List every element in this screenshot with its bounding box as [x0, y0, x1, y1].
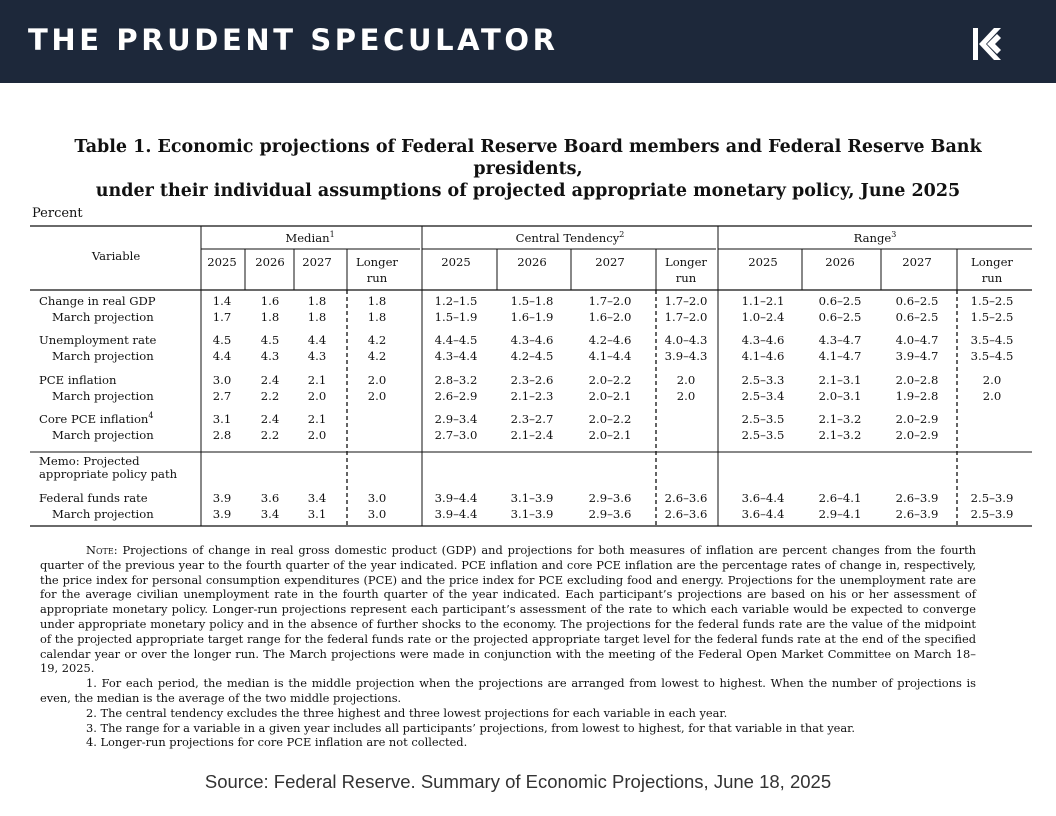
table-cell: 4.2	[367, 333, 387, 347]
longer-run-header: run	[675, 271, 697, 285]
row-label: PCE inflation	[39, 373, 117, 387]
table-cell: 2.0–2.9	[895, 428, 939, 442]
table-cell: 2.5–3.5	[741, 428, 785, 442]
table-cell: 2.8	[212, 428, 232, 442]
memo-label: Memo: Projected	[39, 454, 140, 468]
table-cell: 2.6–4.1	[818, 491, 862, 505]
table-cell: 2.9–3.4	[434, 412, 478, 426]
table-cell: 2.0–2.2	[588, 412, 632, 426]
year-header: 2026	[255, 255, 285, 269]
table-cell: 2.0–2.9	[895, 412, 939, 426]
table-cell: 2.0	[367, 389, 387, 403]
table-cell: 2.5–3.4	[741, 389, 785, 403]
table-cell: 1.7–2.0	[664, 294, 708, 308]
table-cell: 2.2	[260, 428, 280, 442]
row-label: Federal funds rate	[39, 491, 148, 505]
table-cell: 3.5–4.5	[970, 333, 1014, 347]
table-cell: 1.8	[367, 294, 387, 308]
table-cell: 1.7	[212, 310, 232, 324]
footnote-2: 2. The central tendency excludes the three highest and three lowest projections for each variable in each year.	[86, 705, 728, 720]
table-cell: 2.0–2.1	[588, 428, 632, 442]
table-cell: 2.2	[260, 389, 280, 403]
k-chevron-logo-icon	[970, 26, 1004, 62]
table-cell: 2.6–3.9	[895, 507, 939, 521]
table-cell: 1.6	[260, 294, 280, 308]
table-cell: 1.8	[260, 310, 280, 324]
table-cell: 3.4	[307, 491, 327, 505]
table-cell: 1.5–2.5	[970, 294, 1014, 308]
table-cell: 2.3–2.6	[510, 373, 554, 387]
note-text: Projections of change in real gross domestic product (GDP) and projections for both measures of inflation are percent changes from the fourth quarter of the previous year to the fourth quarter of the year indicated. PCE inflation and core PCE inflation are the percentage rates of change in, respectively, the price index for personal consumption expenditures (PCE) and the price index for PCE excluding food and energy. Projections for the unemployment rate are for the average civilian unemployment rate in the fourth quarter of the year indicated. Each participant’s projections are based on his or her assessment of appropriate monetary policy. Longer-run projections represent each participant’s assessment of the rate to which each variable would be expected to converge under appropriate monetary policy and in the absence of further shocks to the economy. The projections for the federal funds rate are the value of the midpoint of the projected appropriate target range for the federal funds rate or the projected appropriate target level for the federal funds rate at the end of the specified calendar year or over the longer run. The March projections were made in conjunction with the meeting of the Federal Open Market Committee on March 18–19, 2025.	[40, 543, 976, 676]
group-header-1: Median$^1$	[285, 230, 335, 245]
row-label: March projection	[52, 310, 154, 324]
year-header: 2025	[748, 255, 778, 269]
row-label: March projection	[52, 389, 154, 403]
table-cell: 3.9–4.3	[664, 349, 708, 363]
table-cell: 1.5–2.5	[970, 310, 1014, 324]
table-cell: 4.1–4.6	[741, 349, 785, 363]
year-header: 2027	[302, 255, 332, 269]
table-cell: 1.4	[212, 294, 232, 308]
table-cell: 3.0	[367, 507, 387, 521]
table-cell: 1.0–2.4	[741, 310, 785, 324]
table-cell: 1.6–1.9	[510, 310, 554, 324]
table-cell: 2.0	[982, 389, 1002, 403]
table-cell: 4.0–4.7	[895, 333, 939, 347]
table-cell: 2.9–3.6	[588, 491, 632, 505]
table-cell: 3.0	[212, 373, 232, 387]
table-cell: 1.2–1.5	[434, 294, 478, 308]
table-cell: 3.9	[212, 491, 232, 505]
table-cell: 2.7	[212, 389, 232, 403]
table-cell: 2.0	[982, 373, 1002, 387]
longer-run-header: run	[981, 271, 1003, 285]
table-cell: 3.1–3.9	[510, 507, 554, 521]
table-cell: 1.8	[367, 310, 387, 324]
table-cell: 4.5	[260, 333, 280, 347]
table-cell: 2.0–3.1	[818, 389, 862, 403]
table-cell: 2.7–3.0	[434, 428, 478, 442]
table-cell: 2.0–2.1	[588, 389, 632, 403]
table-cell: 2.8–3.2	[434, 373, 478, 387]
table-cell: 2.9–3.6	[588, 507, 632, 521]
table-cell: 4.2–4.6	[588, 333, 632, 347]
table-cell: 3.1	[212, 412, 232, 426]
year-header: 2025	[207, 255, 237, 269]
table-cell: 1.8	[307, 310, 327, 324]
table-cell: 4.3–4.7	[818, 333, 862, 347]
projections-table	[30, 225, 1032, 527]
table-cell: 2.0	[676, 389, 696, 403]
table-cell: 3.1	[307, 507, 327, 521]
table-cell: 2.1–2.3	[510, 389, 554, 403]
table-cell: 4.0–4.3	[664, 333, 708, 347]
table-cell: 2.0	[676, 373, 696, 387]
table-cell: 1.1–2.1	[741, 294, 785, 308]
table-cell: 1.5–1.9	[434, 310, 478, 324]
row-label: Change in real GDP	[39, 294, 156, 308]
brand-title: THE PRUDENT SPECULATOR	[28, 23, 559, 57]
note-paragraph	[40, 543, 976, 676]
table-cell: 2.0	[367, 373, 387, 387]
footnote-4: 4. Longer-run projections for core PCE inflation are not collected.	[86, 735, 468, 750]
table-cell: 2.1	[307, 373, 327, 387]
table-cell: 2.6–2.9	[434, 389, 478, 403]
footnote-3: 3. The range for a variable in a given year includes all participants’ projections, from lowest to highest, for that variable in that year.	[86, 720, 855, 735]
table-cell: 0.6–2.5	[895, 294, 939, 308]
table-cell: 4.2–4.5	[510, 349, 554, 363]
table-cell: 2.6–3.6	[664, 491, 708, 505]
header-bar	[0, 0, 1056, 83]
row-label: March projection	[52, 349, 154, 363]
table-cell: 2.0–2.2	[588, 373, 632, 387]
table-cell: 3.9–4.4	[434, 491, 478, 505]
table-cell: 2.1–3.1	[818, 373, 862, 387]
table-cell: 3.9	[212, 507, 232, 521]
table-cell: 0.6–2.5	[895, 310, 939, 324]
note-block	[40, 543, 976, 750]
year-header: 2026	[517, 255, 547, 269]
table-cell: 2.6–3.6	[664, 507, 708, 521]
table-cell: 3.6–4.4	[741, 507, 785, 521]
table-cell: 2.5–3.9	[970, 507, 1014, 521]
table-cell: 1.9–2.8	[895, 389, 939, 403]
table-cell: 4.3–4.6	[741, 333, 785, 347]
year-header: 2025	[441, 255, 471, 269]
year-header: 2026	[825, 255, 855, 269]
table-cell: 1.5–1.8	[510, 294, 554, 308]
table-cell: 2.3–2.7	[510, 412, 554, 426]
table-cell: 0.6–2.5	[818, 310, 862, 324]
table-cell: 0.6–2.5	[818, 294, 862, 308]
table-cell: 4.2	[367, 349, 387, 363]
table-cell: 2.0	[307, 428, 327, 442]
table-cell: 4.3–4.4	[434, 349, 478, 363]
table-cell: 4.3–4.6	[510, 333, 554, 347]
table-cell: 4.4	[307, 333, 327, 347]
row-label: March projection	[52, 428, 154, 442]
table-cell: 2.5–3.9	[970, 491, 1014, 505]
row-label: Core PCE inflation$^4$	[39, 411, 154, 426]
note-label: Note:	[86, 543, 118, 557]
row-label: Unemployment rate	[39, 333, 157, 347]
table-cell: 3.5–4.5	[970, 349, 1014, 363]
memo-label: appropriate policy path	[39, 467, 178, 481]
table-cell: 4.3	[307, 349, 327, 363]
table-cell: 2.5–3.3	[741, 373, 785, 387]
variable-header: Variable	[91, 249, 141, 263]
longer-run-header: Longer	[665, 255, 707, 269]
row-label: March projection	[52, 507, 154, 521]
table-cell: 2.4	[260, 412, 280, 426]
table-title-line2: under their individual assumptions of projected appropriate monetary policy, June 2025	[95, 181, 961, 201]
table-cell: 3.9–4.7	[895, 349, 939, 363]
table-cell: 4.1–4.7	[818, 349, 862, 363]
footnote-1: 1. For each period, the median is the middle projection when the projections are arranged from lowest to highest. When the number of projections is even, the median is the average of the two middle projections.	[40, 676, 976, 705]
longer-run-header: Longer	[356, 255, 398, 269]
longer-run-header: run	[366, 271, 388, 285]
source-caption: Source: Federal Reserve. Summary of Economic Projections, June 18, 2025	[204, 771, 832, 792]
table-cell: 2.1–3.2	[818, 428, 862, 442]
table-cell: 4.3	[260, 349, 280, 363]
table-cell: 4.4–4.5	[434, 333, 478, 347]
table-cell: 1.6–2.0	[588, 310, 632, 324]
table-cell: 3.6	[260, 491, 280, 505]
unit-label: Percent	[32, 206, 83, 221]
table-cell: 3.4	[260, 507, 280, 521]
table-cell: 1.7–2.0	[664, 310, 708, 324]
group-header-3: Range$^3$	[853, 230, 897, 245]
table-cell: 3.6–4.4	[741, 491, 785, 505]
table-cell: 1.8	[307, 294, 327, 308]
table-cell: 2.1–2.4	[510, 428, 554, 442]
table-cell: 2.5–3.5	[741, 412, 785, 426]
table-cell: 2.1–3.2	[818, 412, 862, 426]
table-cell: 4.5	[212, 333, 232, 347]
table-cell: 1.7–2.0	[588, 294, 632, 308]
table-cell: 4.4	[212, 349, 232, 363]
group-header-2: Central Tendency$^2$	[515, 230, 625, 245]
table-title-line1: Table 1. Economic projections of Federal Reserve Board members and Federal Reserve Bank presidents,	[74, 137, 982, 179]
table-cell: 4.1–4.4	[588, 349, 632, 363]
table-cell: 3.9–4.4	[434, 507, 478, 521]
longer-run-header: Longer	[971, 255, 1013, 269]
table-cell: 3.0	[367, 491, 387, 505]
table-cell: 3.1–3.9	[510, 491, 554, 505]
table-cell: 2.9–4.1	[818, 507, 862, 521]
table-title	[20, 136, 1036, 202]
table-cell: 2.1	[307, 412, 327, 426]
table-cell: 2.6–3.9	[895, 491, 939, 505]
year-header: 2027	[902, 255, 932, 269]
table-cell: 2.0	[307, 389, 327, 403]
table-cell: 2.0–2.8	[895, 373, 939, 387]
year-header: 2027	[595, 255, 625, 269]
table-cell: 2.4	[260, 373, 280, 387]
